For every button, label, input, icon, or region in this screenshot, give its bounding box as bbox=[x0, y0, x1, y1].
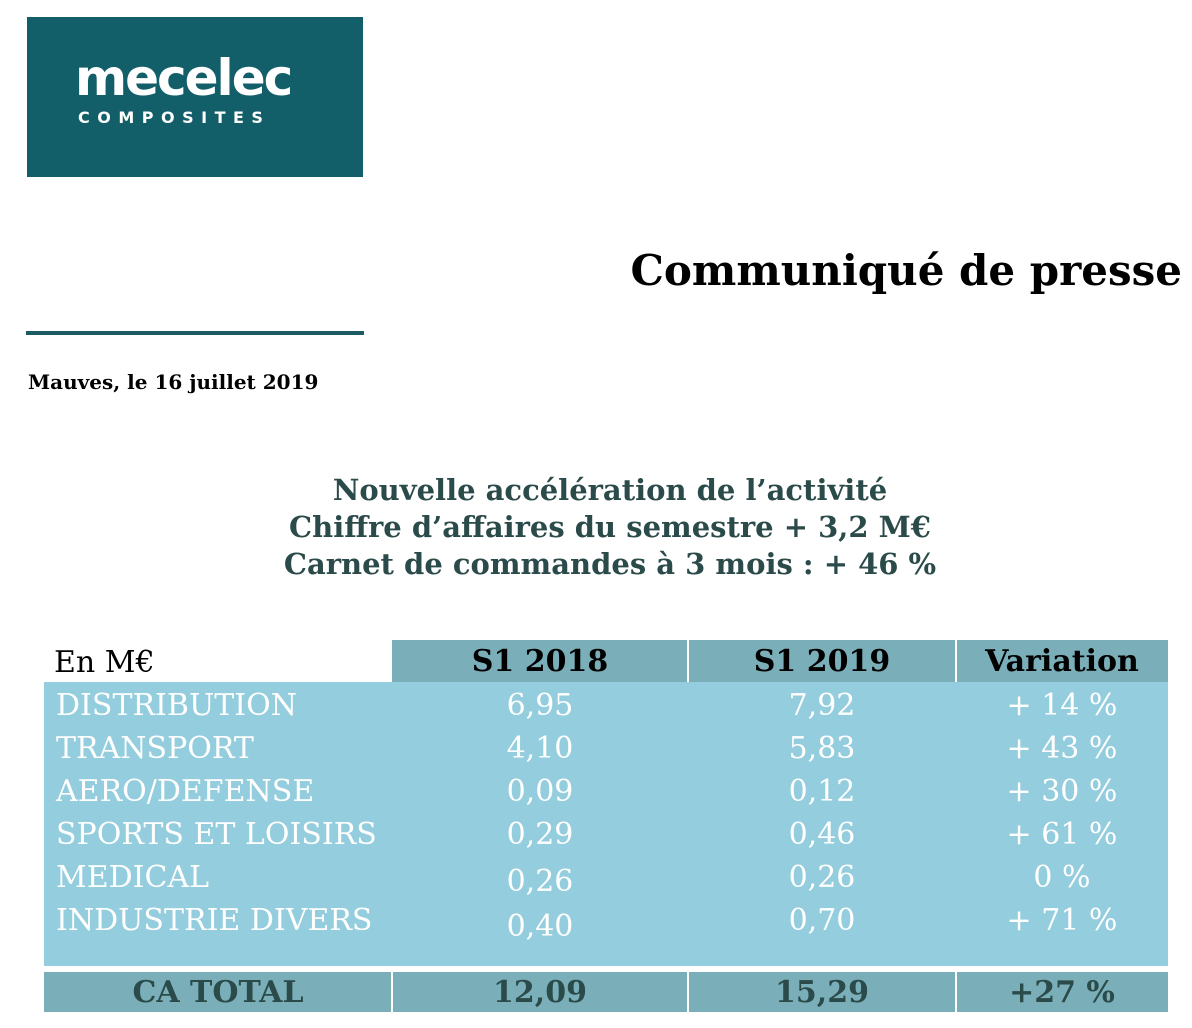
value-variation: + 71 % bbox=[1006, 903, 1118, 938]
value-s1-2018: 0,40 bbox=[506, 909, 574, 944]
total-variation: +27 % bbox=[1009, 975, 1115, 1010]
value-s1-2019: 0,12 bbox=[788, 774, 856, 809]
total-s1-2019: 15,29 bbox=[775, 975, 869, 1010]
logo-subtitle: COMPOSITES bbox=[78, 108, 271, 127]
value-variation: 0 % bbox=[1033, 860, 1091, 895]
table-row bbox=[44, 813, 1168, 856]
value-s1-2019: 7,92 bbox=[788, 688, 856, 723]
divider-rule bbox=[26, 331, 364, 335]
table-row bbox=[44, 770, 1168, 813]
value-variation: + 14 % bbox=[1006, 688, 1118, 723]
logo-wordmark: mecelec bbox=[75, 49, 292, 107]
value-s1-2018: 0,09 bbox=[506, 774, 574, 809]
column-header-s1-2019: S1 2019 bbox=[753, 644, 891, 679]
row-label: INDUSTRIE DIVERS bbox=[56, 903, 373, 938]
revenue-table bbox=[44, 640, 1168, 1012]
value-variation: + 30 % bbox=[1006, 774, 1118, 809]
row-label: SPORTS ET LOISIRS bbox=[56, 817, 377, 852]
headline-line-1: Nouvelle accélération de l’activité bbox=[332, 473, 888, 507]
headline-line-3: Carnet de commandes à 3 mois : + 46 % bbox=[283, 547, 937, 581]
table-row bbox=[44, 856, 1168, 899]
headline-line-2: Chiffre d’affaires du semestre + 3,2 M€ bbox=[289, 510, 931, 544]
value-s1-2018: 0,26 bbox=[506, 864, 574, 899]
row-label: MEDICAL bbox=[56, 860, 210, 895]
headline bbox=[160, 472, 1060, 583]
total-s1-2018: 12,09 bbox=[493, 975, 587, 1010]
column-header-variation: Variation bbox=[985, 644, 1139, 679]
column-separator bbox=[955, 640, 957, 682]
row-label: TRANSPORT bbox=[56, 731, 254, 766]
table-row bbox=[44, 684, 1168, 727]
row-label: AERO/DEFENSE bbox=[56, 774, 315, 809]
table-row bbox=[44, 899, 1168, 942]
total-row bbox=[44, 972, 1168, 1012]
dateline: Mauves, le 16 juillet 2019 bbox=[28, 370, 319, 394]
value-s1-2019: 0,70 bbox=[788, 903, 856, 938]
value-variation: + 43 % bbox=[1006, 731, 1118, 766]
unit-label: En M€ bbox=[54, 645, 155, 680]
document-title: Communiqué de presse bbox=[630, 246, 1182, 295]
row-label: DISTRIBUTION bbox=[56, 688, 297, 723]
value-s1-2018: 4,10 bbox=[506, 731, 574, 766]
column-header-s1-2018: S1 2018 bbox=[471, 644, 609, 679]
value-s1-2019: 0,26 bbox=[788, 860, 856, 895]
company-logo bbox=[27, 17, 363, 177]
value-s1-2019: 5,83 bbox=[788, 731, 856, 766]
table-row bbox=[44, 727, 1168, 770]
column-separator bbox=[687, 640, 689, 682]
value-s1-2018: 6,95 bbox=[506, 688, 574, 723]
value-s1-2018: 0,29 bbox=[506, 817, 574, 852]
value-variation: + 61 % bbox=[1006, 817, 1118, 852]
total-label: CA TOTAL bbox=[132, 975, 304, 1010]
value-s1-2019: 0,46 bbox=[788, 817, 856, 852]
